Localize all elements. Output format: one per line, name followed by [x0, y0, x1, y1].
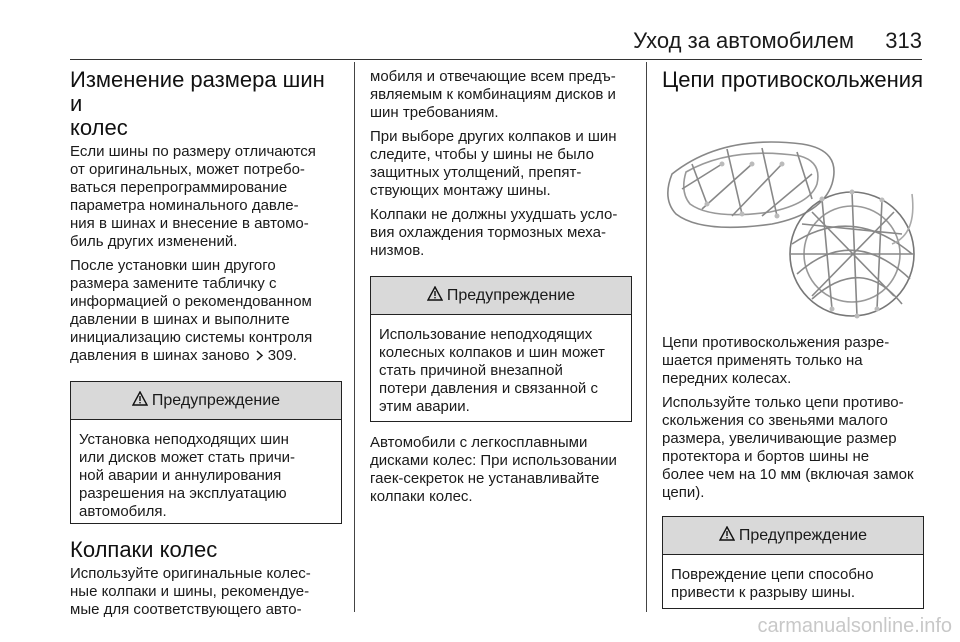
- column-1: [70, 62, 342, 619]
- text-line: биль других изменений.: [70, 233, 238, 250]
- warning-body: [371, 315, 631, 425]
- text-line: размера замените табличку с: [70, 275, 277, 292]
- text-line: Установка неподходящих шин: [79, 431, 289, 448]
- text-line: цепи).: [662, 484, 705, 501]
- paragraph-pressure-label: [70, 257, 342, 365]
- paragraph-caps-choice: [370, 128, 632, 200]
- page-header: [70, 27, 922, 61]
- warning-title: Предупреждение: [151, 391, 281, 409]
- text-line: ния в шинах и внесение в автомо-: [70, 215, 309, 232]
- text-line: информацией о рекомендованном: [70, 293, 312, 310]
- warning-box-chains: [662, 516, 924, 609]
- text-line: являемым к комбинациям дисков и: [370, 86, 616, 103]
- text-line: параметра номинального давле-: [70, 197, 299, 214]
- text-line: потери давления и связанной с: [379, 380, 598, 397]
- text-line: размера, увеличивающие размер: [662, 430, 897, 447]
- text-line: ные колпаки и шины, рекомендуе-: [70, 583, 310, 600]
- heading-wheel-caps: Колпаки колес: [70, 537, 218, 562]
- text-line: После установки шин другого: [70, 257, 276, 274]
- text-line: Используйте оригинальные колес-: [70, 565, 311, 582]
- text-line: от оригинальных, может потребо-: [70, 161, 305, 178]
- warning-header: [663, 517, 923, 555]
- text-line: скольжения со звеньями малого: [662, 412, 888, 429]
- text-line: защитных утолщений, препят-: [370, 164, 582, 181]
- column-3: [662, 62, 924, 609]
- text-line: Используйте только цепи противо-: [662, 394, 904, 411]
- text-line: привести к разрыву шины.: [671, 584, 856, 601]
- text-line: стать причиной внезапной: [379, 362, 563, 379]
- column-divider-1: [354, 62, 355, 612]
- text-line: автомобиля.: [79, 503, 167, 520]
- arrow-reference-icon[interactable]: [254, 348, 265, 359]
- text-line: давления в шинах заново: [70, 347, 254, 364]
- warning-header: [71, 382, 341, 420]
- paragraph-alloy-wheels: [370, 434, 632, 506]
- text-line: давлении в шинах и выполните: [70, 311, 290, 328]
- paragraph-wheel-caps: [70, 565, 342, 619]
- text-line: Колпаки не должны ухудшать усло-: [370, 206, 618, 223]
- paragraph-chains-front: [662, 334, 924, 388]
- section-title: Уход за автомобилем: [633, 28, 854, 53]
- text-line: Если шины по размеру отличаются: [70, 143, 316, 160]
- text-line: низмов.: [370, 242, 425, 259]
- paragraph-tire-change: [70, 143, 342, 251]
- text-line: более чем на 10 мм (включая замок: [662, 466, 914, 483]
- heading-line: Изменение размера шин и: [70, 67, 325, 116]
- heading-tire-size: [70, 68, 342, 140]
- heading-line: колес: [70, 115, 128, 140]
- warning-title: Предупреждение: [446, 286, 576, 304]
- column-divider-2: [646, 62, 647, 612]
- text-line: шается применять только на: [662, 352, 863, 369]
- paragraph-caps-cooling: [370, 206, 632, 260]
- paragraph-caps-continued: [370, 68, 632, 122]
- page-reference-link[interactable]: 309.: [267, 347, 297, 364]
- snow-chains-illustration: [662, 104, 924, 320]
- watermark: carmanualsonline.info: [757, 615, 952, 637]
- text-line: вия охлаждения тормозных меха-: [370, 224, 606, 241]
- header-rule: [70, 59, 922, 60]
- heading-snow-chains: Цепи противоскольжения: [662, 67, 923, 92]
- warning-triangle-icon: [427, 286, 443, 306]
- column-2: [370, 62, 632, 506]
- text-line: ваться перепрограммирование: [70, 179, 288, 196]
- text-line: протектора и бортов шины не: [662, 448, 870, 465]
- warning-box-caps: [370, 276, 632, 422]
- warning-header: [371, 277, 631, 315]
- text-line: дисками колес: При использовании: [370, 452, 617, 469]
- text-line: Повреждение цепи способно: [671, 566, 874, 583]
- text-line: мобиля и отвечающие всем предъ-: [370, 68, 616, 85]
- text-line: Использование неподходящих: [379, 326, 593, 343]
- text-line: Цепи противоскольжения разре-: [662, 334, 890, 351]
- text-line: или дисков может стать причи-: [79, 449, 296, 466]
- text-line: При выборе других колпаков и шин: [370, 128, 617, 145]
- text-line: разрешения на эксплуатацию: [79, 485, 287, 502]
- text-line: колесных колпаков и шин может: [379, 344, 605, 361]
- text-line: ствующих монтажу шины.: [370, 182, 551, 199]
- page-number: 313: [885, 28, 922, 53]
- text-line: колпаки колес.: [370, 488, 473, 505]
- warning-body: [71, 420, 341, 530]
- text-line: инициализацию системы контроля: [70, 329, 313, 346]
- warning-title: Предупреждение: [738, 526, 868, 544]
- text-line: этим аварии.: [379, 398, 470, 415]
- warning-triangle-icon: [132, 391, 148, 411]
- text-line: Автомобили с легкосплавными: [370, 434, 588, 451]
- text-line: ной аварии и аннулирования: [79, 467, 282, 484]
- warning-box-tires: [70, 381, 342, 524]
- warning-body: [663, 555, 923, 611]
- text-line: мые для соответствующего авто-: [70, 601, 302, 618]
- text-line: передних колесах.: [662, 370, 792, 387]
- text-line: следите, чтобы у шины не было: [370, 146, 594, 163]
- text-line: шин требованиям.: [370, 104, 499, 121]
- warning-triangle-icon: [719, 526, 735, 546]
- paragraph-chains-size: [662, 394, 924, 502]
- text-line: гаек-секреток не устанавливайте: [370, 470, 600, 487]
